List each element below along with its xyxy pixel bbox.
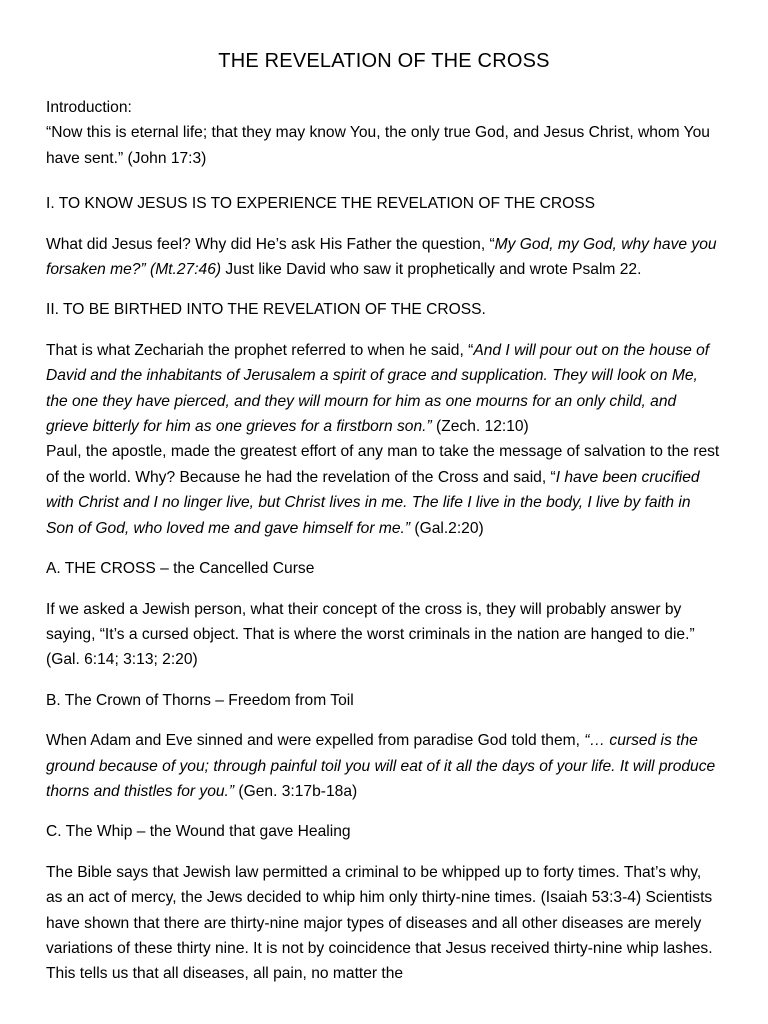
section-2-p1-italic: And I will pour out on the house of David and the inhabitants of Jerusalem a spirit of grace and supplication. They will look on Me, the one they have pierced, and they will mourn for him as one mourns for an only child, and grieve bitterly for him as one grieves for a firstborn son.” [46,341,710,436]
intro-quote: “Now this is eternal life; that they may know You, the only true God, and Jesus Christ, whom You have sent.” (John 17:3) [46,124,710,167]
section-2-p1-text-b: (Zech. 12:10) [431,418,529,436]
section-1-text-a: What did Jesus feel? Why did He’s ask His Father the question, “ [46,235,495,253]
section-2-p2-text-a: Paul, the apostle, made the greatest effort of any man to take the message of salvation to the rest of the world. Why? Because he had the revelation of the Cross and said, “ [46,443,720,486]
section-c-paragraph: The Bible says that Jewish law permitted a criminal to be whipped up to forty times. That’s why, as an act of mercy, the Jews decided to whip him only thirty-nine times. (Isaiah 53:3-4) Scientists have shown that there are thirty-nine major types of diseases and all other diseases are merely variations of these thirty nine. It is not by coincidence that Jesus received thirty-nine whip lashes. This tells us that all diseases, all pain, no matter the [46,863,713,983]
section-2-p1-text-a: That is what Zechariah the prophet referred to when he said, “ [46,341,474,359]
section-1-heading: I. TO KNOW JESUS IS TO EXPERIENCE THE REVELATION OF THE CROSS [46,195,596,213]
section-b-italic: “… cursed is the ground because of you; through painful toil you will eat of it all the days of your life. It will produce thorns and thistles for you.” [46,732,716,800]
section-a-heading: A. THE CROSS – the Cancelled Curse [46,560,315,578]
intro-label: Introduction: [46,99,132,116]
section-b-paragraph [46,728,722,804]
section-2-paragraph-2 [46,439,722,541]
section-b-heading: B. The Crown of Thorns – Freedom from Toil [46,691,354,709]
section-2-p2-italic: I have been crucified with Christ and I no linger live, but Christ lives in me. The life I live in the body, I live by faith in Son of God, who loved me and gave himself for me.” [46,468,700,537]
document-title: THE REVELATION OF THE CROSS [218,50,550,72]
section-1-text-b: Just like David who saw it prophetically and wrote Psalm 22. [221,261,642,279]
section-2-paragraph-1 [46,338,722,440]
section-b-text-a: When Adam and Eve sinned and were expelled from paradise God told them, [46,732,585,750]
section-2-heading: II. TO BE BIRTHED INTO THE REVELATION OF THE CROSS. [46,301,486,319]
section-c-heading: C. The Whip – the Wound that gave Healing [46,823,351,841]
section-b-text-b: (Gen. 3:17b-18a) [234,782,358,800]
section-2-p2-text-b: (Gal.2:20) [410,519,484,537]
section-a-paragraph: If we asked a Jewish person, what their concept of the cross is, they will probably answer by saying, “It’s a cursed object. That is where the worst criminals in the nation are hanged to die.” (Gal. 6:14; 3:13; 2:20) [46,600,695,669]
section-1-italic: My God, my God, why have you forsaken me?” (Mt.27:46) [46,235,717,279]
section-1-paragraph [46,232,722,283]
